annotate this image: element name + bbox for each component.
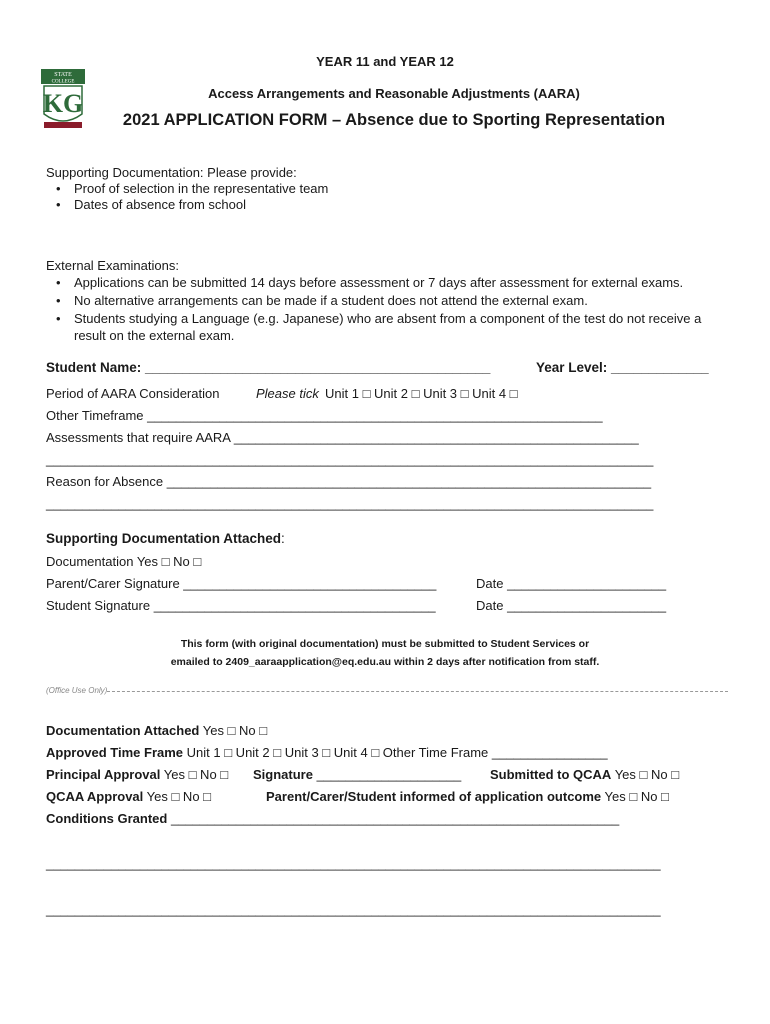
office-principal-approval[interactable]: Principal Approval Yes □ No □ (46, 767, 229, 782)
office-qcaa-approval[interactable]: QCAA Approval Yes □ No □ (46, 789, 212, 804)
reason-line-2[interactable]: ____________________________________________________________________________________ (46, 496, 654, 511)
documentation-checkboxes[interactable]: Documentation Yes □ No □ (46, 554, 202, 569)
external-exams-continuation: result on the external exam. (74, 328, 235, 343)
aara-subheading: Access Arrangements and Reasonable Adjustments (AARA) (208, 86, 580, 101)
office-conditions-granted[interactable]: Conditions Granted ______________________________________________________________ (46, 811, 620, 826)
conditions-line-2[interactable]: _____________________________________________________________________________________ (46, 856, 661, 871)
assessments-field[interactable]: Assessments that require AARA ________________________________________________________ (46, 430, 639, 445)
office-doc-attached[interactable]: Documentation Attached Yes □ No □ (46, 723, 268, 738)
please-tick-label: Please tick (256, 386, 319, 401)
parent-date-field[interactable]: Date ______________________ (476, 576, 667, 591)
period-label: Period of AARA Consideration (46, 386, 220, 401)
student-name-field[interactable]: Student Name: ______________________________________________ (46, 360, 491, 375)
page-title: 2021 APPLICATION FORM – Absence due to Sporting Representation (122, 111, 666, 129)
external-exams-heading: External Examinations: (46, 258, 179, 273)
submission-notice-line-2: emailed to 2409_aaraapplication@eq.edu.au within 2 days after notification from staff. (170, 656, 600, 668)
list-item: • Students studying a Language (e.g. Japanese) who are absent from a component of the test do not receive a (46, 310, 701, 328)
external-exams-list (46, 274, 701, 328)
list-item: • No alternative arrangements can be made if a student does not attend the external exam. (46, 292, 701, 310)
office-signature-field[interactable]: Signature ____________________ (253, 767, 462, 782)
office-use-divider (107, 691, 728, 692)
submission-notice-line-1: This form (with original documentation) must be submitted to Student Services or (180, 638, 590, 650)
office-submitted-qcaa[interactable]: Submitted to QCAA Yes □ No □ (490, 767, 680, 782)
svg-text:STATE: STATE (54, 72, 72, 78)
list-item: • Proof of selection in the representative team (46, 181, 328, 197)
office-informed-outcome[interactable]: Parent/Carer/Student informed of application outcome Yes □ No □ (266, 789, 669, 804)
year-heading: YEAR 11 and YEAR 12 (316, 54, 454, 69)
doc-attached-heading: Supporting Documentation Attached: (46, 531, 285, 546)
parent-signature-field[interactable]: Parent/Carer Signature ___________________________________ (46, 576, 437, 591)
conditions-line-3[interactable]: _____________________________________________________________________________________ (46, 902, 661, 917)
list-item: • Dates of absence from school (46, 197, 328, 213)
supporting-doc-list (46, 181, 328, 213)
office-approved-timeframe[interactable]: Approved Time Frame Unit 1 □ Unit 2 □ Unit 3 □ Unit 4 □ Other Time Frame ________________ (46, 745, 608, 760)
unit-checkboxes[interactable]: Unit 1 □ Unit 2 □ Unit 3 □ Unit 4 □ (325, 386, 518, 401)
office-use-label: (Office Use Only) (46, 686, 108, 695)
svg-text:COLLEGE: COLLEGE (51, 79, 75, 85)
other-timeframe-field[interactable]: Other Timeframe _______________________________________________________________ (46, 408, 603, 423)
year-level-field[interactable]: Year Level: _____________ (536, 360, 709, 375)
student-date-field[interactable]: Date ______________________ (476, 598, 667, 613)
reason-field[interactable]: Reason for Absence ___________________________________________________________________ (46, 474, 652, 489)
assessments-line-2[interactable]: ____________________________________________________________________________________ (46, 452, 654, 467)
supporting-doc-heading: Supporting Documentation: Please provide: (46, 165, 297, 180)
student-signature-field[interactable]: Student Signature _______________________________________ (46, 598, 436, 613)
list-item: • Applications can be submitted 14 days before assessment or 7 days after assessment for external exams. (46, 274, 701, 292)
svg-text:KG: KG (42, 89, 84, 118)
